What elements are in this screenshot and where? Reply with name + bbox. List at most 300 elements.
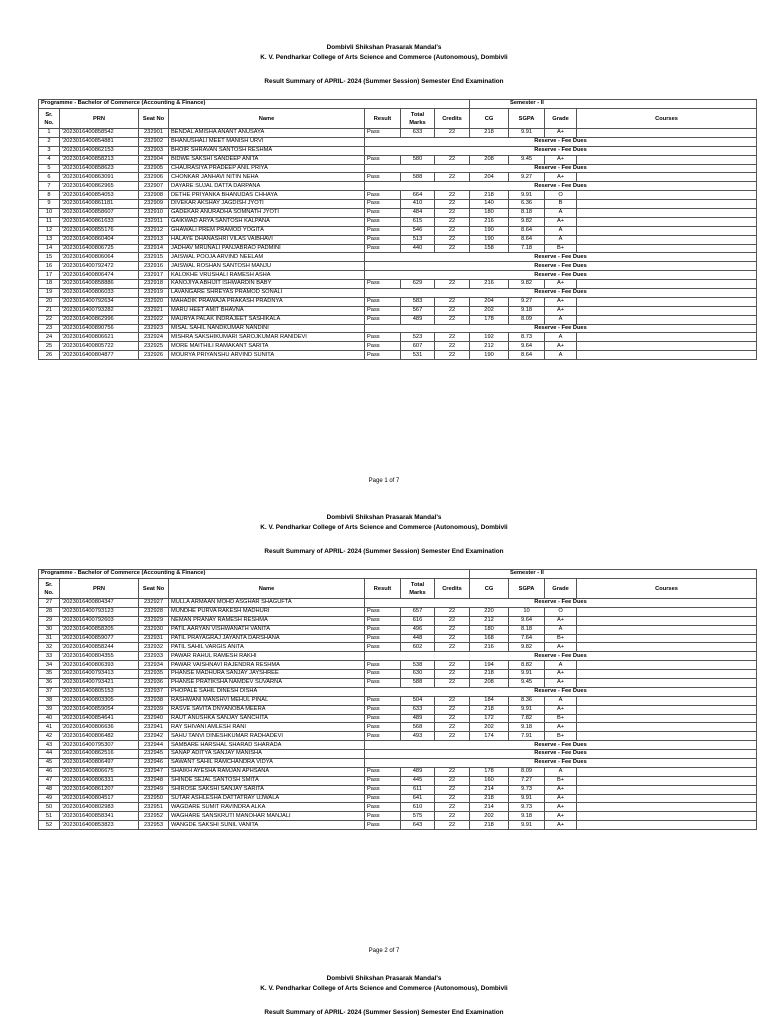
cell-total-marks: 664 (401, 191, 435, 200)
cell-total-marks: 513 (401, 235, 435, 244)
cell-sr-no: 15 (39, 253, 60, 262)
cell-result: Pass (365, 244, 401, 253)
col-credits: Credits (435, 579, 470, 599)
cell-total-marks: 602 (401, 643, 435, 652)
cell-total-marks: 580 (401, 155, 435, 164)
cell-grade: A+ (545, 723, 577, 732)
fee-dues-status: Reserve - Fee Dues (365, 652, 757, 661)
cell-sr-no: 50 (39, 803, 60, 812)
cell-prn: '2023016400858341 (60, 812, 139, 821)
cell-courses (577, 209, 757, 218)
cell-courses (577, 661, 757, 670)
cell-sr-no: 17 (39, 271, 60, 280)
cell-seat-no: 232912 (139, 226, 169, 235)
cell-name: MAURYA PALAK INDRAJEET SASHIKALA (169, 315, 365, 324)
cell-cg: 190 (470, 226, 509, 235)
col-sr-no: Sr. No. (39, 109, 60, 129)
table-row (39, 280, 757, 289)
cell-courses (577, 714, 757, 723)
cell-result: Pass (365, 794, 401, 803)
cell-prn: '2023016400854053 (60, 191, 139, 200)
cell-result: Pass (365, 226, 401, 235)
cell-seat-no: 232905 (139, 164, 169, 173)
cell-cg: 218 (470, 794, 509, 803)
cell-credits: 22 (435, 280, 470, 289)
cell-total-marks: 588 (401, 679, 435, 688)
col-result: Result (365, 109, 401, 129)
cell-sr-no: 35 (39, 670, 60, 679)
cell-credits: 22 (435, 812, 470, 821)
cell-name: JADHAV MRUNALI PANJABRAO PADMINI (169, 244, 365, 253)
cell-courses (577, 723, 757, 732)
cell-grade: A+ (545, 155, 577, 164)
cell-seat-no: 232902 (139, 137, 169, 146)
col-sgpa: SGPA (509, 579, 545, 599)
cell-name: WAGDARE SUMIT RAVINDRA ALKA (169, 803, 365, 812)
cell-credits: 22 (435, 679, 470, 688)
cell-name: GAIKWAD ARYA SANTOSH KALPANA (169, 217, 365, 226)
table-row (39, 643, 757, 652)
cell-courses (577, 235, 757, 244)
cell-name: MORE MAITHILI RAMAKANT SARITA (169, 342, 365, 351)
cell-grade: B+ (545, 244, 577, 253)
cell-name: JAISWAL ROSHAN SANTOSH MANJU (169, 262, 365, 271)
table-row (39, 306, 757, 315)
cell-prn: '2023016400804877 (60, 351, 139, 360)
cell-courses (577, 776, 757, 785)
cell-grade: B+ (545, 776, 577, 785)
cell-prn: '2023016400803305 (60, 696, 139, 705)
cell-credits: 22 (435, 625, 470, 634)
college-name: K. V. Pendharkar College of Arts Science and Commerce (Autonomous), Dombivli (260, 54, 508, 61)
cell-sr-no: 5 (39, 164, 60, 173)
college-name: K. V. Pendharkar College of Arts Science and Commerce (Autonomous), Dombivli (260, 524, 508, 531)
cell-result: Pass (365, 634, 401, 643)
fee-dues-status: Reserve - Fee Dues (365, 741, 757, 750)
cell-cg: 204 (470, 173, 509, 182)
cell-total-marks: 643 (401, 821, 435, 830)
cell-credits: 22 (435, 705, 470, 714)
cell-sgpa: 7.27 (509, 776, 545, 785)
cell-total-marks: 445 (401, 776, 435, 785)
cell-name: RASHWANI MANSHVI MEHUL PINAL (169, 696, 365, 705)
cell-total-marks: 493 (401, 732, 435, 741)
cell-grade: A (545, 625, 577, 634)
col-result: Result (365, 579, 401, 599)
cell-total-marks: 484 (401, 209, 435, 218)
cell-name: SUTAR ASHLESHA DATTATRAY UJWALA (169, 794, 365, 803)
cell-courses (577, 785, 757, 794)
col-total-marks: Total Marks (401, 579, 435, 599)
cell-sgpa: 8.64 (509, 226, 545, 235)
table-row (39, 315, 757, 324)
cell-name: DETHE PRIYANKA BHANUDAS CHHAYA (169, 191, 365, 200)
cell-sr-no: 19 (39, 289, 60, 298)
cell-total-marks: 630 (401, 670, 435, 679)
table-row (39, 714, 757, 723)
fee-dues-status: Reserve - Fee Dues (365, 687, 757, 696)
cell-sr-no: 14 (39, 244, 60, 253)
cell-seat-no: 232923 (139, 324, 169, 333)
cell-seat-no: 232918 (139, 280, 169, 289)
cell-sgpa: 9.91 (509, 821, 545, 830)
cell-total-marks: 410 (401, 200, 435, 209)
cell-grade: A+ (545, 129, 577, 138)
cell-cg: 220 (470, 607, 509, 616)
cell-credits: 22 (435, 315, 470, 324)
cell-result: Pass (365, 812, 401, 821)
cell-courses (577, 306, 757, 315)
cell-grade: A+ (545, 821, 577, 830)
table-row (39, 226, 757, 235)
cell-sr-no: 33 (39, 652, 60, 661)
cell-seat-no: 232941 (139, 723, 169, 732)
cell-sr-no: 42 (39, 732, 60, 741)
cell-credits: 22 (435, 616, 470, 625)
table-row (39, 182, 757, 191)
cell-total-marks: 489 (401, 767, 435, 776)
cell-cg: 212 (470, 342, 509, 351)
cell-result: Pass (365, 297, 401, 306)
fee-dues-status: Reserve - Fee Dues (365, 262, 757, 271)
cell-sgpa: 9.91 (509, 191, 545, 200)
cell-sr-no: 11 (39, 217, 60, 226)
cell-result: Pass (365, 306, 401, 315)
cell-result: Pass (365, 342, 401, 351)
cell-sr-no: 32 (39, 643, 60, 652)
cell-name: BENDAL AMISHA ANANT ANUSAYA (169, 129, 365, 138)
fee-dues-status: Reserve - Fee Dues (365, 599, 757, 608)
cell-prn: '2023016400863091 (60, 173, 139, 182)
table-row (39, 289, 757, 298)
cell-grade: A (545, 351, 577, 360)
cell-sr-no: 39 (39, 705, 60, 714)
cell-prn: '2023016400862996 (60, 315, 139, 324)
cell-sr-no: 51 (39, 812, 60, 821)
cell-total-marks: 489 (401, 315, 435, 324)
cell-name: MISAL SAHIL NANDKUMAR NANDINI (169, 324, 365, 333)
cell-seat-no: 232953 (139, 821, 169, 830)
cell-courses (577, 173, 757, 182)
cell-sr-no: 47 (39, 776, 60, 785)
cell-name: SHIROSE SAKSHI SANJAY SARITA (169, 785, 365, 794)
table-row (39, 679, 757, 688)
cell-result: Pass (365, 217, 401, 226)
cell-prn: '2023016400861207 (60, 785, 139, 794)
cell-seat-no: 232938 (139, 696, 169, 705)
cell-seat-no: 232906 (139, 173, 169, 182)
cell-sgpa: 7.82 (509, 714, 545, 723)
fee-dues-status: Reserve - Fee Dues (365, 324, 757, 333)
table-row (39, 146, 757, 155)
cell-name: PAWAR VAISHNAVI RAJENDRA RESHMA (169, 661, 365, 670)
fee-dues-status: Reserve - Fee Dues (365, 137, 757, 146)
cell-result: Pass (365, 200, 401, 209)
cell-seat-no: 232945 (139, 750, 169, 759)
cell-sgpa: 9.18 (509, 723, 545, 732)
cell-name: PHOPALE SAHIL DINESH DISHA (169, 687, 365, 696)
cell-courses (577, 217, 757, 226)
cell-sgpa: 8.18 (509, 209, 545, 218)
cell-name: WANGDE SAKSHI SUNIL VANITA (169, 821, 365, 830)
cell-cg: 178 (470, 767, 509, 776)
cell-name: NEMAN PRANAY RAMESH RESHMA (169, 616, 365, 625)
cell-seat-no: 232919 (139, 289, 169, 298)
cell-grade: B+ (545, 732, 577, 741)
cell-prn: '2023016400858623 (60, 164, 139, 173)
cell-prn: '2023016400806725 (60, 244, 139, 253)
cell-grade: A+ (545, 679, 577, 688)
cell-seat-no: 232904 (139, 155, 169, 164)
cell-sr-no: 49 (39, 794, 60, 803)
cell-sr-no: 27 (39, 599, 60, 608)
cell-credits: 22 (435, 714, 470, 723)
cell-cg: 158 (470, 244, 509, 253)
cell-sr-no: 13 (39, 235, 60, 244)
cell-seat-no: 232908 (139, 191, 169, 200)
cell-total-marks: 523 (401, 333, 435, 342)
table-row (39, 696, 757, 705)
cell-grade: A+ (545, 173, 577, 182)
table-body (39, 599, 757, 830)
table-row (39, 759, 757, 768)
cell-total-marks: 607 (401, 342, 435, 351)
result-page-2 (0, 514, 768, 974)
cell-cg: 216 (470, 217, 509, 226)
cell-name: MOURYA PRIYANSHU ARVIND SUNITA (169, 351, 365, 360)
cell-courses (577, 794, 757, 803)
cell-seat-no: 232915 (139, 253, 169, 262)
cell-grade: A+ (545, 705, 577, 714)
cell-result: Pass (365, 714, 401, 723)
cell-cg: 214 (470, 785, 509, 794)
cell-sr-no: 52 (39, 821, 60, 830)
cell-prn: '2023016400806675 (60, 767, 139, 776)
cell-prn: '2023016400806497 (60, 759, 139, 768)
table-row (39, 741, 757, 750)
org-name: Dombivli Shikshan Prasarak Mandal's (326, 514, 442, 521)
cell-prn: '2023016400792472 (60, 262, 139, 271)
cell-name: LAVANGARE SHREYAS PRAMOD SONALI (169, 289, 365, 298)
cell-grade: A (545, 209, 577, 218)
cell-name: PHANSE MADHURA SANJAY JAYSHREE (169, 670, 365, 679)
cell-sr-no: 20 (39, 297, 60, 306)
cell-result: Pass (365, 723, 401, 732)
cell-total-marks: 448 (401, 634, 435, 643)
cell-courses (577, 333, 757, 342)
cell-cg: 216 (470, 643, 509, 652)
cell-result: Pass (365, 679, 401, 688)
cell-credits: 22 (435, 244, 470, 253)
col-sr-no: Sr. No. (39, 579, 60, 599)
table-row (39, 129, 757, 138)
cell-prn: '2023016400806393 (60, 661, 139, 670)
table-row (39, 812, 757, 821)
cell-courses (577, 244, 757, 253)
table-row (39, 253, 757, 262)
cell-result: Pass (365, 785, 401, 794)
table-row (39, 599, 757, 608)
cell-seat-no: 232928 (139, 607, 169, 616)
cell-courses (577, 315, 757, 324)
cell-sgpa: 8.09 (509, 315, 545, 324)
cell-courses (577, 705, 757, 714)
cell-credits: 22 (435, 661, 470, 670)
cell-seat-no: 232936 (139, 679, 169, 688)
cell-credits: 22 (435, 342, 470, 351)
cell-grade: A (545, 767, 577, 776)
cell-prn: '2023016400793282 (60, 306, 139, 315)
cell-grade: A+ (545, 306, 577, 315)
cell-prn: '2023016400793413 (60, 670, 139, 679)
cell-courses (577, 155, 757, 164)
table-row (39, 155, 757, 164)
cell-sr-no: 36 (39, 679, 60, 688)
cell-result: Pass (365, 696, 401, 705)
result-page-1 (0, 44, 768, 504)
cell-sgpa: 9.45 (509, 155, 545, 164)
cell-result: Pass (365, 173, 401, 182)
cell-seat-no: 232952 (139, 812, 169, 821)
cell-total-marks: 489 (401, 714, 435, 723)
cell-result: Pass (365, 333, 401, 342)
fee-dues-status: Reserve - Fee Dues (365, 182, 757, 191)
cell-seat-no: 232910 (139, 209, 169, 218)
cell-seat-no: 232911 (139, 217, 169, 226)
cell-result: Pass (365, 351, 401, 360)
cell-courses (577, 200, 757, 209)
cell-total-marks: 616 (401, 616, 435, 625)
cell-credits: 22 (435, 634, 470, 643)
cell-sr-no: 45 (39, 759, 60, 768)
cell-seat-no: 232944 (139, 741, 169, 750)
cell-prn: '2023016400858886 (60, 280, 139, 289)
cell-result: Pass (365, 315, 401, 324)
col-cg: CG (470, 579, 509, 599)
table-row (39, 634, 757, 643)
cell-sgpa: 9.82 (509, 643, 545, 652)
cell-total-marks: 496 (401, 625, 435, 634)
cell-name: GHAWALI PREM PRAMOD YOGITA (169, 226, 365, 235)
cell-credits: 22 (435, 643, 470, 652)
cell-cg: 202 (470, 723, 509, 732)
table-row (39, 271, 757, 280)
cell-seat-no: 232929 (139, 616, 169, 625)
org-name: Dombivli Shikshan Prasarak Mandal's (326, 975, 442, 982)
cell-sr-no: 44 (39, 750, 60, 759)
table-row (39, 244, 757, 253)
cell-name: CHONKAR JANHAVI NITIN NEHA (169, 173, 365, 182)
cell-cg: 178 (470, 315, 509, 324)
cell-sgpa: 9.91 (509, 794, 545, 803)
cell-total-marks: 633 (401, 129, 435, 138)
cell-name: SAMBARE HARSHAL SHARAD SHARADA (169, 741, 365, 750)
cell-sr-no: 16 (39, 262, 60, 271)
table-row (39, 750, 757, 759)
cell-credits: 22 (435, 306, 470, 315)
col-prn: PRN (60, 109, 139, 129)
table-row (39, 324, 757, 333)
table-row (39, 351, 757, 360)
cell-cg: 218 (470, 705, 509, 714)
cell-sr-no: 24 (39, 333, 60, 342)
result-table (38, 99, 757, 360)
cell-sgpa: 9.18 (509, 306, 545, 315)
cell-courses (577, 351, 757, 360)
cell-seat-no: 232949 (139, 785, 169, 794)
exam-title: Result Summary of APRIL- 2024 (Summer Session) Semester End Examination (264, 548, 504, 555)
fee-dues-status: Reserve - Fee Dues (365, 750, 757, 759)
cell-cg: 204 (470, 297, 509, 306)
col-seat-no: Seat No (139, 579, 169, 599)
cell-grade: A+ (545, 794, 577, 803)
cell-seat-no: 232932 (139, 643, 169, 652)
table-row (39, 661, 757, 670)
cell-seat-no: 232935 (139, 670, 169, 679)
cell-name: PATIL PRAYAGRAJ JAYANTA DARSHANA (169, 634, 365, 643)
cell-sr-no: 23 (39, 324, 60, 333)
cell-courses (577, 821, 757, 830)
cell-seat-no: 232927 (139, 599, 169, 608)
cell-courses (577, 342, 757, 351)
cell-name: RASVE SAVITA DNYANOBA MEERA (169, 705, 365, 714)
cell-total-marks: 440 (401, 244, 435, 253)
cell-sgpa: 7.64 (509, 634, 545, 643)
cell-grade: A (545, 235, 577, 244)
cell-total-marks: 575 (401, 812, 435, 821)
cell-seat-no: 232939 (139, 705, 169, 714)
cell-sgpa: 9.73 (509, 785, 545, 794)
table-row (39, 297, 757, 306)
cell-courses (577, 812, 757, 821)
cell-courses (577, 607, 757, 616)
cell-cg: 216 (470, 280, 509, 289)
cell-prn: '2023016400858205 (60, 625, 139, 634)
cell-credits: 22 (435, 217, 470, 226)
cell-total-marks: 567 (401, 306, 435, 315)
cell-cg: 180 (470, 625, 509, 634)
cell-credits: 22 (435, 173, 470, 182)
cell-name: SANAP ADITYA SANJAY MANISHA (169, 750, 365, 759)
cell-sgpa: 9.82 (509, 280, 545, 289)
cell-seat-no: 232914 (139, 244, 169, 253)
cell-sr-no: 41 (39, 723, 60, 732)
cell-prn: '2023016400861181 (60, 200, 139, 209)
cell-sgpa: 8.73 (509, 333, 545, 342)
cell-sr-no: 30 (39, 625, 60, 634)
cell-prn: '2023016400806474 (60, 271, 139, 280)
cell-cg: 160 (470, 776, 509, 785)
cell-name: BIDWE SAKSHI SANDEEP ANITA (169, 155, 365, 164)
cell-grade: B+ (545, 634, 577, 643)
cell-cg: 218 (470, 670, 509, 679)
cell-sgpa: 7.91 (509, 732, 545, 741)
cell-sr-no: 28 (39, 607, 60, 616)
cell-courses (577, 643, 757, 652)
cell-grade: A+ (545, 803, 577, 812)
cell-seat-no: 232924 (139, 333, 169, 342)
col-seat-no: Seat No (139, 109, 169, 129)
cell-sr-no: 40 (39, 714, 60, 723)
cell-prn: '2023016400806636 (60, 723, 139, 732)
cell-result: Pass (365, 803, 401, 812)
cell-total-marks: 611 (401, 785, 435, 794)
cell-cg: 202 (470, 812, 509, 821)
table-row (39, 794, 757, 803)
cell-credits: 22 (435, 723, 470, 732)
cell-grade: A (545, 661, 577, 670)
cell-sgpa: 8.09 (509, 767, 545, 776)
